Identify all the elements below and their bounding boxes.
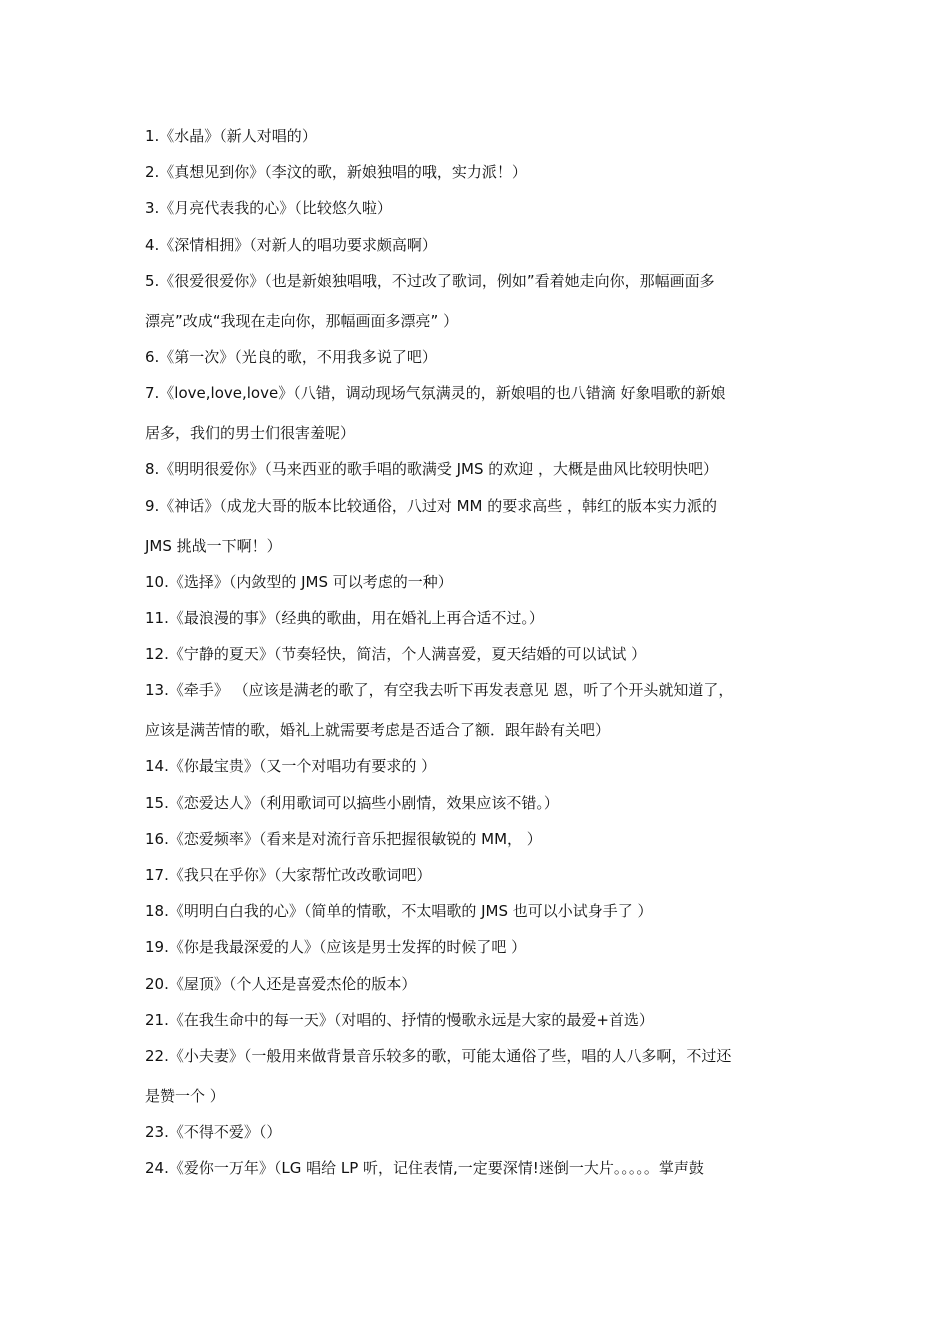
- list-item: 1.《水晶》（新人对唱的）: [145, 127, 317, 145]
- list-item: 7.《love,love,love》（八错，调动现场气氛满灵的，新娘唱的也八错滴 好象唱歌的新娘: [145, 384, 726, 403]
- list-item: 18.《明明白白我的心》（简单的情歌，不太唱歌的 JMS 也可以小试身手了 ）: [145, 902, 653, 921]
- list-item: 4.《深情相拥》（对新人的唱功要求颇高啊）: [145, 235, 437, 254]
- list-item-continuation: 漂亮”改成“我现在走向你，那幅画面多漂亮” ）: [145, 311, 459, 330]
- list-item: 15.《恋爱达人》（利用歌词可以搞些小剧情，效果应该不错。）: [145, 793, 559, 812]
- list-item: 3.《月亮代表我的心》（比较悠久啦）: [145, 199, 392, 218]
- song-list: [145, 123, 810, 1192]
- list-item: 9.《神话》（成龙大哥的版本比较通俗，八过对 MM 的要求高些 ，韩红的版本实力派的: [145, 496, 718, 515]
- list-item: 22.《小夫妻》（一般用来做背景音乐较多的歌，可能太通俗了些，唱的人八多啊，不过还: [145, 1046, 732, 1065]
- list-item: 14.《你最宝贵》（又一个对唱功有要求的 ）: [145, 757, 437, 776]
- list-item: 5.《很爱很爱你》（也是新娘独唱哦，不过改了歌词，例如”看着她走向你，那幅画面多: [145, 271, 715, 290]
- list-item: 10.《选择》（内敛型的 JMS 可以考虑的一种）: [145, 572, 453, 591]
- list-item: 2.《真想见到你》（李汶的歌，新娘独唱的哦，实力派！）: [145, 163, 527, 182]
- list-item: 13.《牵手》 （应该是满老的歌了，有空我去听下再发表意见 恩，听了个开头就知道了，: [145, 681, 734, 700]
- list-item-continuation: JMS 挑战一下啊！）: [145, 536, 282, 555]
- list-item: 24.《爱你一万年》（LG 唱给 LP 听，记住表情,一定要深情!迷倒一大片。。。。。掌声鼓: [145, 1159, 704, 1178]
- list-item: 8.《明明很爱你》（马来西亚的歌手唱的歌满受 JMS 的欢迎 ，大概是曲风比较明快吧）: [145, 460, 719, 479]
- list-item: 12.《宁静的夏天》（节奏轻快，简洁，个人满喜爱，夏天结婚的可以试试 ）: [145, 645, 647, 664]
- list-item: 17.《我只在乎你》（大家帮忙改改歌词吧）: [145, 866, 432, 884]
- list-item: 20.《屋顶》（个人还是喜爱杰伦的版本）: [145, 974, 417, 993]
- list-item-continuation: 是赞一个 ）: [145, 1086, 225, 1105]
- list-item: 16.《恋爱频率》（看来是对流行音乐把握很敏锐的 MM， ）: [145, 829, 542, 848]
- list-item-continuation: 居多，我们的男士们很害羞呢）: [145, 424, 356, 443]
- list-item: 6.《第一次》（光良的歌，不用我多说了吧）: [145, 347, 437, 366]
- list-item: 23.《不得不爱》（）: [145, 1123, 282, 1142]
- list-item: 19.《你是我最深爱的人》（应该是男士发挥的时候了吧 ）: [145, 938, 527, 957]
- list-item: 21.《在我生命中的每一天》（对唱的、抒情的慢歌永远是大家的最爱+首选）: [145, 1010, 654, 1029]
- list-item: 11.《最浪漫的事》（经典的歌曲，用在婚礼上再合适不过。）: [145, 608, 544, 627]
- list-item-continuation: 应该是满苦情的歌，婚礼上就需要考虑是否适合了额．跟年龄有关吧）: [145, 721, 611, 740]
